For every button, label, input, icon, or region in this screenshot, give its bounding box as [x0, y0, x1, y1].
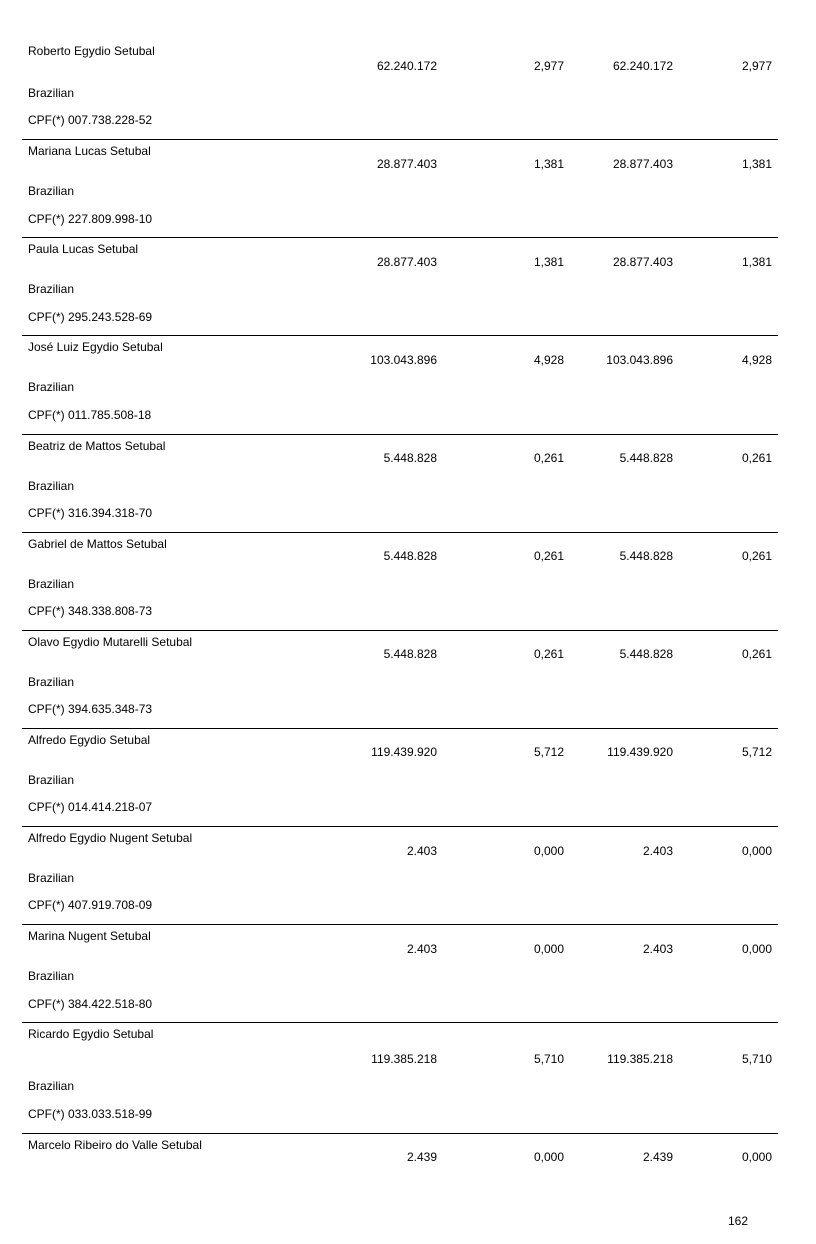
- table-row: [22, 237, 778, 336]
- table-row: [22, 630, 778, 729]
- total-shares-count: 103.043.896: [606, 353, 673, 367]
- shares-percent: 0,000: [533, 844, 564, 858]
- cpf-number: CPF(*) 011.785.508-18: [28, 408, 152, 422]
- shareholder-name: Alfredo Egydio Nugent Setubal: [28, 831, 193, 845]
- shares-count: 2.403: [406, 844, 437, 858]
- table-row: [22, 139, 778, 238]
- table-row: [22, 728, 778, 827]
- nationality: Brazilian: [28, 1079, 75, 1093]
- total-shares-count: 2.403: [642, 844, 673, 858]
- nationality: Brazilian: [28, 675, 75, 689]
- cpf-number: CPF(*) 348.338.808-73: [28, 604, 153, 618]
- table-row: [22, 1133, 778, 1174]
- cpf-number: CPF(*) 033.033.518-99: [28, 1107, 153, 1121]
- shareholder-name: Ricardo Egydio Setubal: [28, 1027, 154, 1041]
- total-shares-percent: 0,261: [741, 451, 772, 465]
- cpf-number: CPF(*) 014.414.218-07: [28, 800, 153, 814]
- shares-count: 28.877.403: [376, 255, 437, 269]
- shareholder-name: Marina Nugent Setubal: [28, 929, 151, 943]
- cpf-number: CPF(*) 384.422.518-80: [28, 997, 153, 1011]
- total-shares-count: 62.240.172: [612, 59, 673, 73]
- total-shares-percent: 0,261: [741, 647, 772, 661]
- table-row: [22, 826, 778, 925]
- total-shares-percent: 1,381: [741, 157, 772, 171]
- shareholder-name: Paula Lucas Setubal: [28, 242, 139, 256]
- shareholder-name: Marcelo Ribeiro do Valle Setubal: [28, 1138, 202, 1152]
- total-shares-percent: 2,977: [741, 59, 772, 73]
- total-shares-count: 2.403: [642, 942, 673, 956]
- page-number: 162: [728, 1214, 749, 1228]
- total-shares-count: 28.877.403: [612, 157, 673, 171]
- total-shares-percent: 5,710: [741, 1052, 772, 1066]
- nationality: Brazilian: [28, 184, 75, 198]
- shares-count: 28.877.403: [376, 157, 437, 171]
- shareholder-name: Beatriz de Mattos Setubal: [28, 439, 166, 453]
- total-shares-percent: 0,261: [741, 549, 772, 563]
- total-shares-percent: 0,000: [741, 844, 772, 858]
- shares-count: 2.439: [406, 1150, 437, 1164]
- shareholder-name: José Luiz Egydio Setubal: [28, 340, 163, 354]
- shares-percent: 0,261: [533, 451, 564, 465]
- cpf-number: CPF(*) 295.243.528-69: [28, 310, 153, 324]
- nationality: Brazilian: [28, 773, 75, 787]
- cpf-number: CPF(*) 316.394.318-70: [28, 506, 153, 520]
- total-shares-percent: 0,000: [741, 942, 772, 956]
- shares-count: 5.448.828: [383, 549, 437, 563]
- total-shares-count: 28.877.403: [612, 255, 673, 269]
- cpf-number: CPF(*) 007.738.228-52: [28, 113, 153, 127]
- shareholder-name: Olavo Egydio Mutarelli Setubal: [28, 635, 193, 649]
- shares-count: 5.448.828: [383, 451, 437, 465]
- total-shares-count: 2.439: [642, 1150, 673, 1164]
- shares-percent: 0,000: [533, 1150, 564, 1164]
- nationality: Brazilian: [28, 282, 75, 296]
- shares-percent: 5,712: [533, 745, 564, 759]
- shares-count: 5.448.828: [383, 647, 437, 661]
- total-shares-percent: 1,381: [741, 255, 772, 269]
- cpf-number: CPF(*) 407.919.708-09: [28, 898, 153, 912]
- nationality: Brazilian: [28, 380, 75, 394]
- total-shares-count: 5.448.828: [619, 451, 673, 465]
- total-shares-percent: 5,712: [741, 745, 772, 759]
- nationality: Brazilian: [28, 86, 75, 100]
- shares-percent: 2,977: [533, 59, 564, 73]
- shares-count: 119.385.218: [371, 1052, 437, 1066]
- shareholder-name: Mariana Lucas Setubal: [28, 144, 151, 158]
- table-row: [22, 40, 778, 139]
- shareholder-name: Roberto Egydio Setubal: [28, 44, 155, 58]
- shareholder-name: Gabriel de Mattos Setubal: [28, 537, 167, 551]
- nationality: Brazilian: [28, 479, 75, 493]
- shares-percent: 1,381: [533, 255, 564, 269]
- shares-percent: 5,710: [533, 1052, 564, 1066]
- cpf-number: CPF(*) 227.809.998-10: [28, 212, 153, 226]
- table-row: [22, 434, 778, 533]
- shareholder-name: Alfredo Egydio Setubal: [28, 733, 151, 747]
- total-shares-count: 5.448.828: [619, 647, 673, 661]
- shares-percent: 0,261: [533, 647, 564, 661]
- nationality: Brazilian: [28, 871, 75, 885]
- shares-percent: 1,381: [533, 157, 564, 171]
- shares-count: 62.240.172: [376, 59, 437, 73]
- shares-percent: 0,000: [533, 942, 564, 956]
- table-row: [22, 532, 778, 631]
- table-row: [22, 1022, 778, 1134]
- shares-percent: 4,928: [533, 353, 564, 367]
- cpf-number: CPF(*) 394.635.348-73: [28, 702, 153, 716]
- nationality: Brazilian: [28, 969, 75, 983]
- table-row: [22, 335, 778, 435]
- table-row: [22, 924, 778, 1023]
- total-shares-percent: 0,000: [741, 1150, 772, 1164]
- total-shares-count: 5.448.828: [619, 549, 673, 563]
- shares-percent: 0,261: [533, 549, 564, 563]
- total-shares-percent: 4,928: [741, 353, 772, 367]
- nationality: Brazilian: [28, 577, 75, 591]
- total-shares-count: 119.439.920: [607, 745, 673, 759]
- shares-count: 2.403: [406, 942, 437, 956]
- shares-count: 103.043.896: [370, 353, 437, 367]
- total-shares-count: 119.385.218: [607, 1052, 673, 1066]
- shares-count: 119.439.920: [371, 745, 437, 759]
